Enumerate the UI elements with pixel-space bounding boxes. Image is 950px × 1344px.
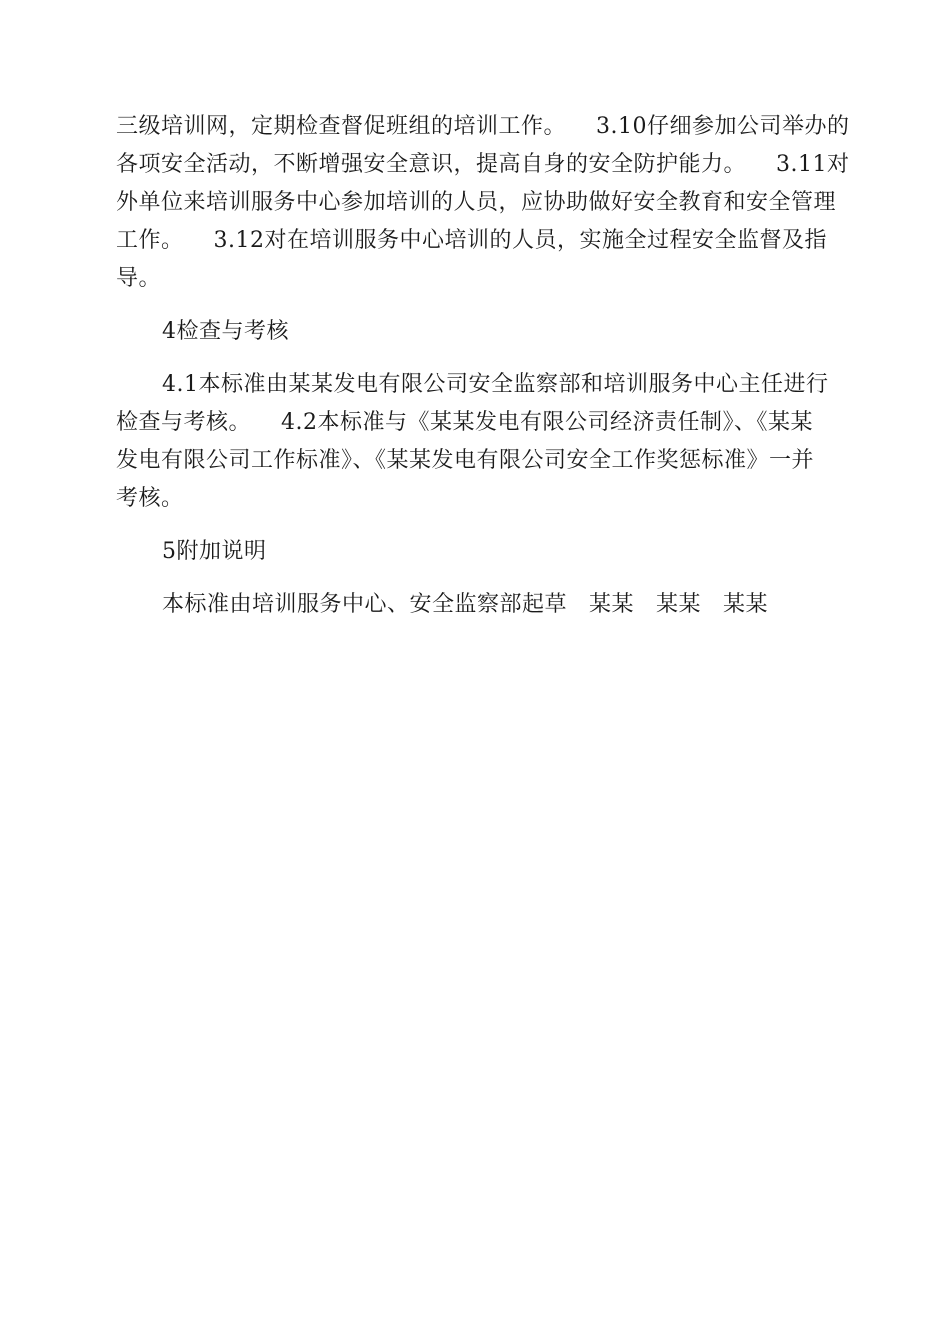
text-segment: 4.1本标准由某某发电有限公司安全监察部和培训服务中心主任进行 [162,372,829,397]
text-line [116,586,836,624]
text-segment: 检查与考核。 [116,410,252,435]
text-line [116,108,850,146]
text-line [116,442,836,480]
text-line [116,222,836,260]
text-segment: 3.11对 [776,152,850,177]
text-segment: 发电有限公司工作标准》、《某某发电有限公司安全工作奖惩标准》一并 [116,448,815,473]
text-segment: 工作。 [116,228,184,253]
text-segment: 4.2本标准与《某某发电有限公司经济责任制》、《某某 [281,410,814,435]
paragraph-section5 [116,586,836,624]
text-line [116,366,836,404]
signatory-name: 某某 [589,592,635,617]
text-segment: 3.12对在培训服务中心培训的人员，实施全过程安全监督及指 [213,228,828,253]
text-line [116,404,836,442]
text-line [116,146,850,184]
text-segment: 导。 [116,266,162,291]
text-line [116,184,836,222]
text-line [116,260,836,298]
signatory-name: 某某 [723,592,769,617]
paragraph-section3-continued [116,108,850,298]
document-body [116,108,850,639]
text-segment: 3.10仔细参加公司举办的 [596,114,850,139]
drafting-statement: 本标准由培训服务中心、安全监察部起草 [162,592,568,617]
paragraph-section4 [116,366,836,518]
text-segment: 各项安全活动，不断增强安全意识，提高自身的安全防护能力。 [116,152,747,177]
section5-heading: 5附加说明 [162,539,267,564]
text-segment: 三级培训网，定期检查督促班组的培训工作。 [116,114,567,139]
text-segment: 外单位来培训服务中心参加培训的人员，应协助做好安全教育和安全管理 [116,190,837,215]
text-segment: 考核。 [116,486,184,511]
signatory-name: 某某 [656,592,702,617]
text-line [116,480,836,518]
section4-heading: 4检查与考核 [162,319,289,344]
